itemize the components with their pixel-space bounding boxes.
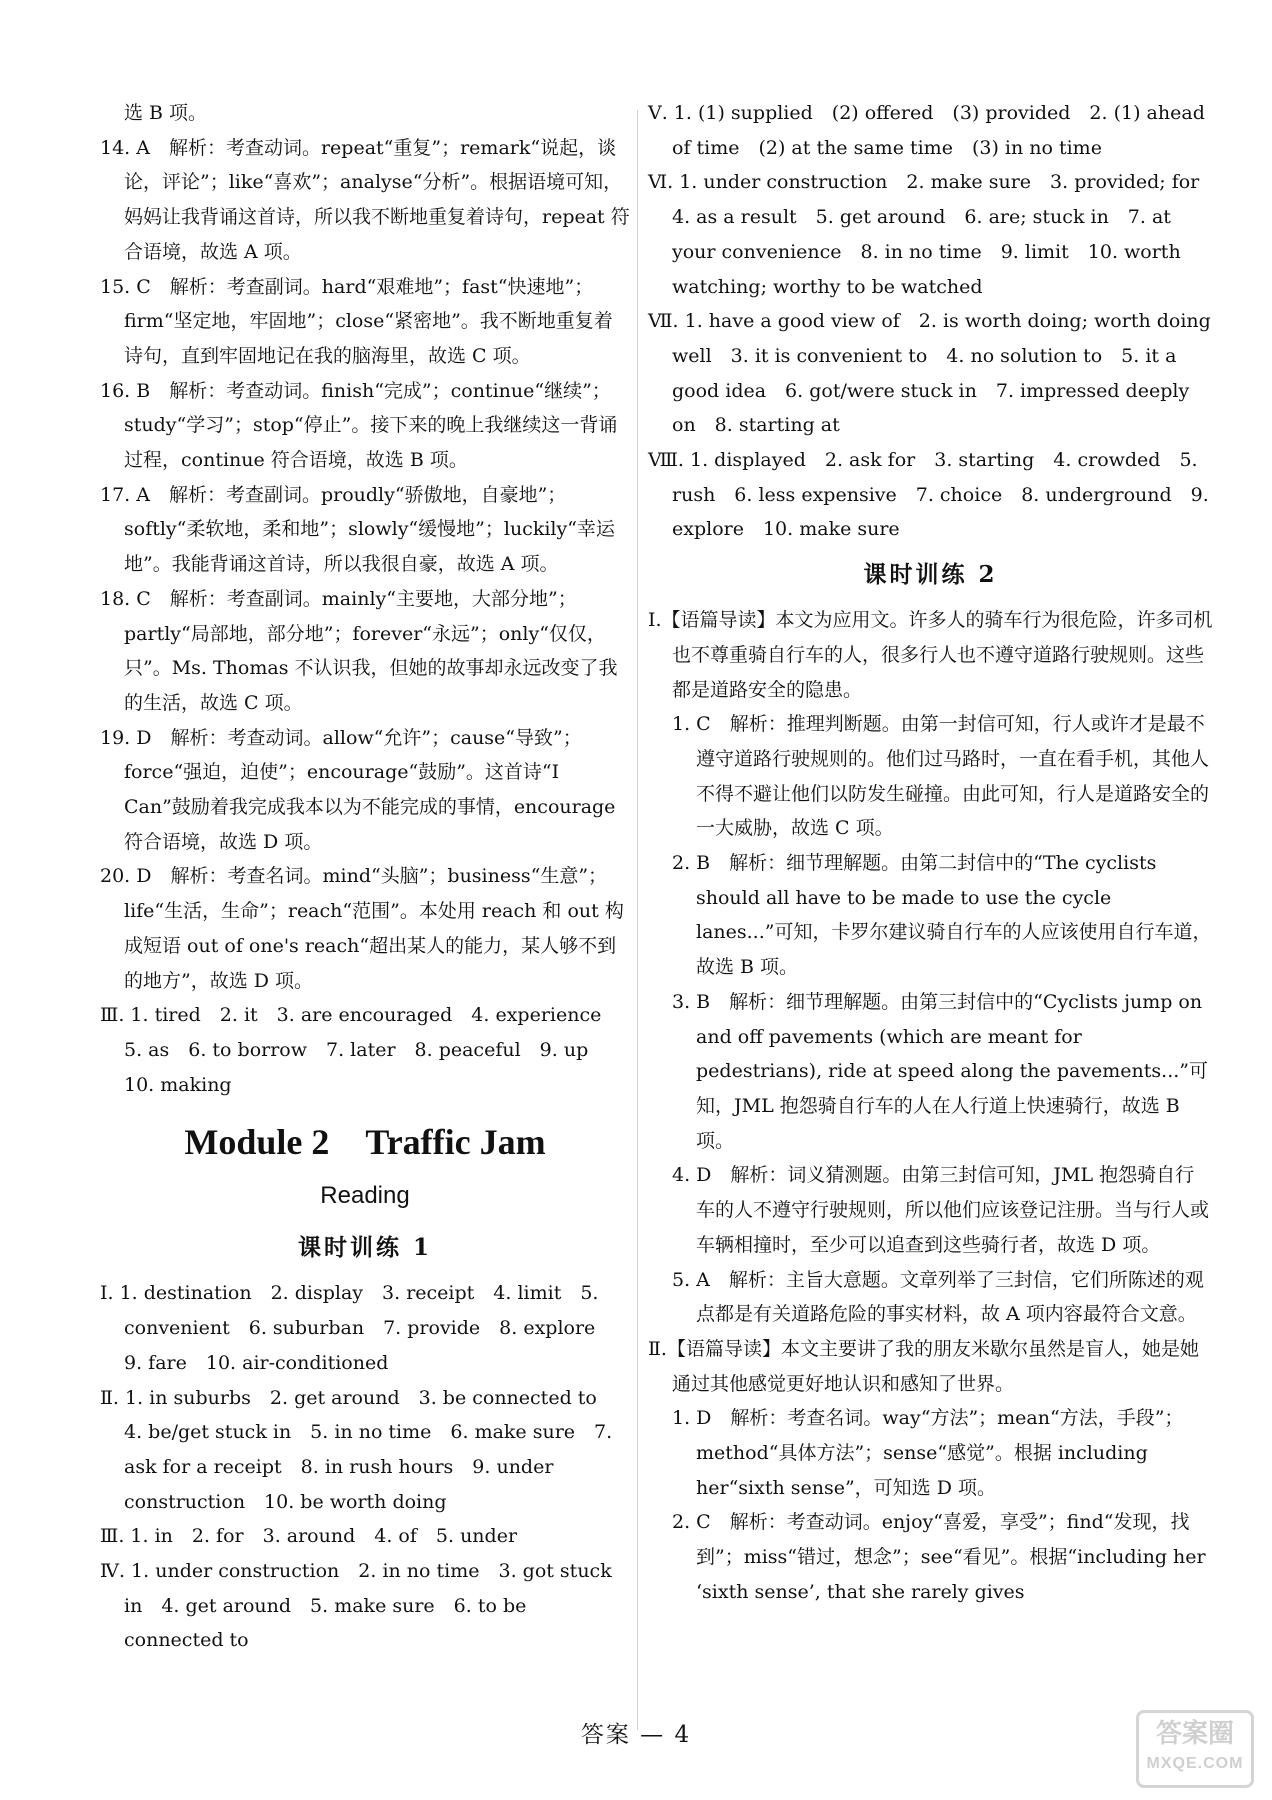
watermark-top-text: 答案圈: [1155, 1718, 1234, 1748]
left-column: [100, 96, 630, 1658]
answer-18: 18. C 解析：考查副词。mainly“主要地，大部分地”；partly“局部地，部分地”；forever“永远”；only“仅仅，只”。Ms. Thomas 不认识我，但她的故事却永远改变了我的生活，故选 C 项。: [100, 587, 618, 714]
right-answers-bottom: [648, 603, 1213, 1609]
lesson1-section-v: Ⅴ. 1. (1) supplied (2) offered (3) provided 2. (1) ahead of time (2) at the same time (3) in no time: [648, 102, 1205, 159]
answer-14: 14. A 解析：考查动词。repeat“重复”；remark“说起，谈论，评论”；like“喜欢”；analyse“分析”。根据语境可知，妈妈让我背诵这首诗，所以我不断地重复着诗句，repeat 符合语境，故选 A 项。: [100, 136, 630, 263]
lesson1-section-ii: Ⅱ. 1. in suburbs 2. get around 3. be connected to 4. be/get stuck in 5. in no time 6. make sure 7. ask for a receipt 8. in rush hours 9. under construction 10. be worth doing: [100, 1386, 616, 1513]
right-column: [648, 96, 1219, 1610]
lesson-title-1: 课时训练 1: [297, 1234, 432, 1262]
answer-15: 15. C 解析：考查副词。hard“艰难地”；fast“快速地”；firm“坚定地，牢固地”；close“紧密地”。我不断地重复着诗句，直到牢固地记在我的脑海里，故选 C 项。: [100, 275, 613, 367]
watermark-bottom-text: MXQE.COM: [1146, 1755, 1244, 1772]
lesson2-section-ii-guide: Ⅱ.【语篇导读】本文主要讲了我的朋友米歇尔虽然是盲人，她是她通过其他感觉更好地认识和感知了世界。: [648, 1337, 1199, 1395]
lesson2-answer-2: 2. B 解析：细节理解题。由第二封信中的“The cyclists should all have to be made to use the cycle lanes...”可知，卡罗尔建议骑自行车的人应该使用自行车道，故选 B 项。: [672, 852, 1212, 979]
lesson2-ii-answer-2: 2. C 解析：考查动词。enjoy“喜爱，享受”；find“发现，找到”；miss“错过，想念”；see“看见”。根据“including her ‘sixth sense’, that she rarely gives: [672, 1511, 1206, 1603]
lesson1-section-iv: Ⅳ. 1. under construction 2. in no time 3. got stuck in 4. get around 5. make sure 6. to be connected to: [100, 1560, 612, 1652]
lesson2-answer-5: 5. A 解析：主旨大意题。文章列举了三封信，它们所陈述的观点都是有关道路危险的事实材料，故 A 项内容最符合文意。: [672, 1268, 1204, 1326]
module-title: Module 2 Traffic Jam: [184, 1122, 546, 1163]
left-answers-bottom: [100, 1276, 630, 1658]
answer-16: 16. B 解析：考查动词。finish“完成”；continue“继续”；study“学习”；stop“停止”。接下来的晚上我继续这一背诵过程，continue 符合语境，故选 B 项。: [100, 379, 618, 472]
lesson2-answer-4: 4. D 解析：词义猜测题。由第三封信可知，JML 抱怨骑自行车的人不遵守行驶规则，所以他们应该登记注册。当与行人或车辆相撞时，至少可以追查到这些骑行者，故选 D 项。: [672, 1164, 1210, 1256]
lesson1-section-vi: Ⅵ. 1. under construction 2. make sure 3. provided; for 4. as a result 5. get around 6. are; stuck in 7. at your convenience 8. in no time 9. limit 10. worth watching; worthy to be watched: [648, 171, 1219, 298]
lesson1-section-vii: Ⅶ. 1. have a good view of 2. is worth doing; worth doing well 3. it is convenient to 4. no solution to 5. it a good idea 6. got/were stuck in 7. impressed deeply on 8. starting at: [648, 310, 1211, 437]
right-answers-top: [648, 96, 1219, 547]
section-title: Reading: [320, 1182, 410, 1210]
lesson1-section-iii: Ⅲ. 1. in 2. for 3. around 4. of 5. under: [100, 1525, 518, 1548]
watermark-logo: [1136, 1710, 1254, 1788]
lesson1-section-viii: Ⅷ. 1. displayed 2. ask for 3. starting 4. crowded 5. rush 6. less expensive 7. choice 8. underground 9. explore 10. make sure: [648, 449, 1209, 541]
lesson-title-2: 课时训练 2: [863, 561, 998, 589]
lesson2-answer-3: 3. B 解析：细节理解题。由第三封信中的“Cyclists jump on and off pavements (which are meant for pedestrians), ride at speed along the pavements...”可知，JML 抱怨骑自行车的人在人行道上快速骑行，故选 B 项。: [672, 990, 1208, 1152]
lesson2-answer-1: 1. C 解析：推理判断题。由第一封信可知，行人或许才是最不遵守道路行驶规则的。他们过马路时，一直在看手机，其他人不得不避让他们以防发生碰撞。由此可知，行人是道路安全的一大威胁，故选 C 项。: [672, 713, 1210, 840]
answer-20: 20. D 解析：考查名词。mind“头脑”；business“生意”；life“生活，生命”；reach“范围”。本处用 reach 和 out 构成短语 out of one's reach“超出某人的能力，某人够不到的地方”，故选 D 项。: [100, 865, 624, 992]
column-divider: [637, 110, 638, 1730]
lesson2-section-i-guide: Ⅰ.【语篇导读】本文为应用文。许多人的骑车行为很危险，许多司机也不尊重骑自行车的人，很多行人也不遵守道路行驶规则。这些都是道路安全的隐患。: [648, 609, 1213, 701]
answer-line: 选 B 项。: [124, 102, 208, 124]
lesson2-ii-answer-1: 1. D 解析：考查名词。way“方法”；mean“方法，手段”；method“具体方法”；sense“感觉”。根据 including her“sixth sense”，可知选 D 项。: [672, 1407, 1184, 1499]
answer-19: 19. D 解析：考查动词。allow“允许”；cause“导致”；force“强迫，迫使”；encourage“鼓励”。这首诗“I Can”鼓励着我完成我本以为不能完成的事情，encourage 符合语境，故选 D 项。: [100, 726, 616, 853]
page-footer: 答案 — 4: [580, 1722, 692, 1748]
left-answers-top: [100, 96, 630, 1102]
answer-17: 17. A 解析：考查副词。proudly“骄傲地，自豪地”；softly“柔软地，柔和地”；slowly“缓慢地”；luckily“幸运地”。我能背诵这首诗，所以我很自豪，故选 A 项。: [100, 483, 615, 576]
lesson1-section-i: Ⅰ. 1. destination 2. display 3. receipt 4. limit 5. convenient 6. suburban 7. provide 8. explore 9. fare 10. air-conditioned: [100, 1282, 615, 1374]
section-iii-answers: Ⅲ. 1. tired 2. it 3. are encouraged 4. experience 5. as 6. to borrow 7. later 8. peaceful 9. up 10. making: [100, 1004, 621, 1096]
